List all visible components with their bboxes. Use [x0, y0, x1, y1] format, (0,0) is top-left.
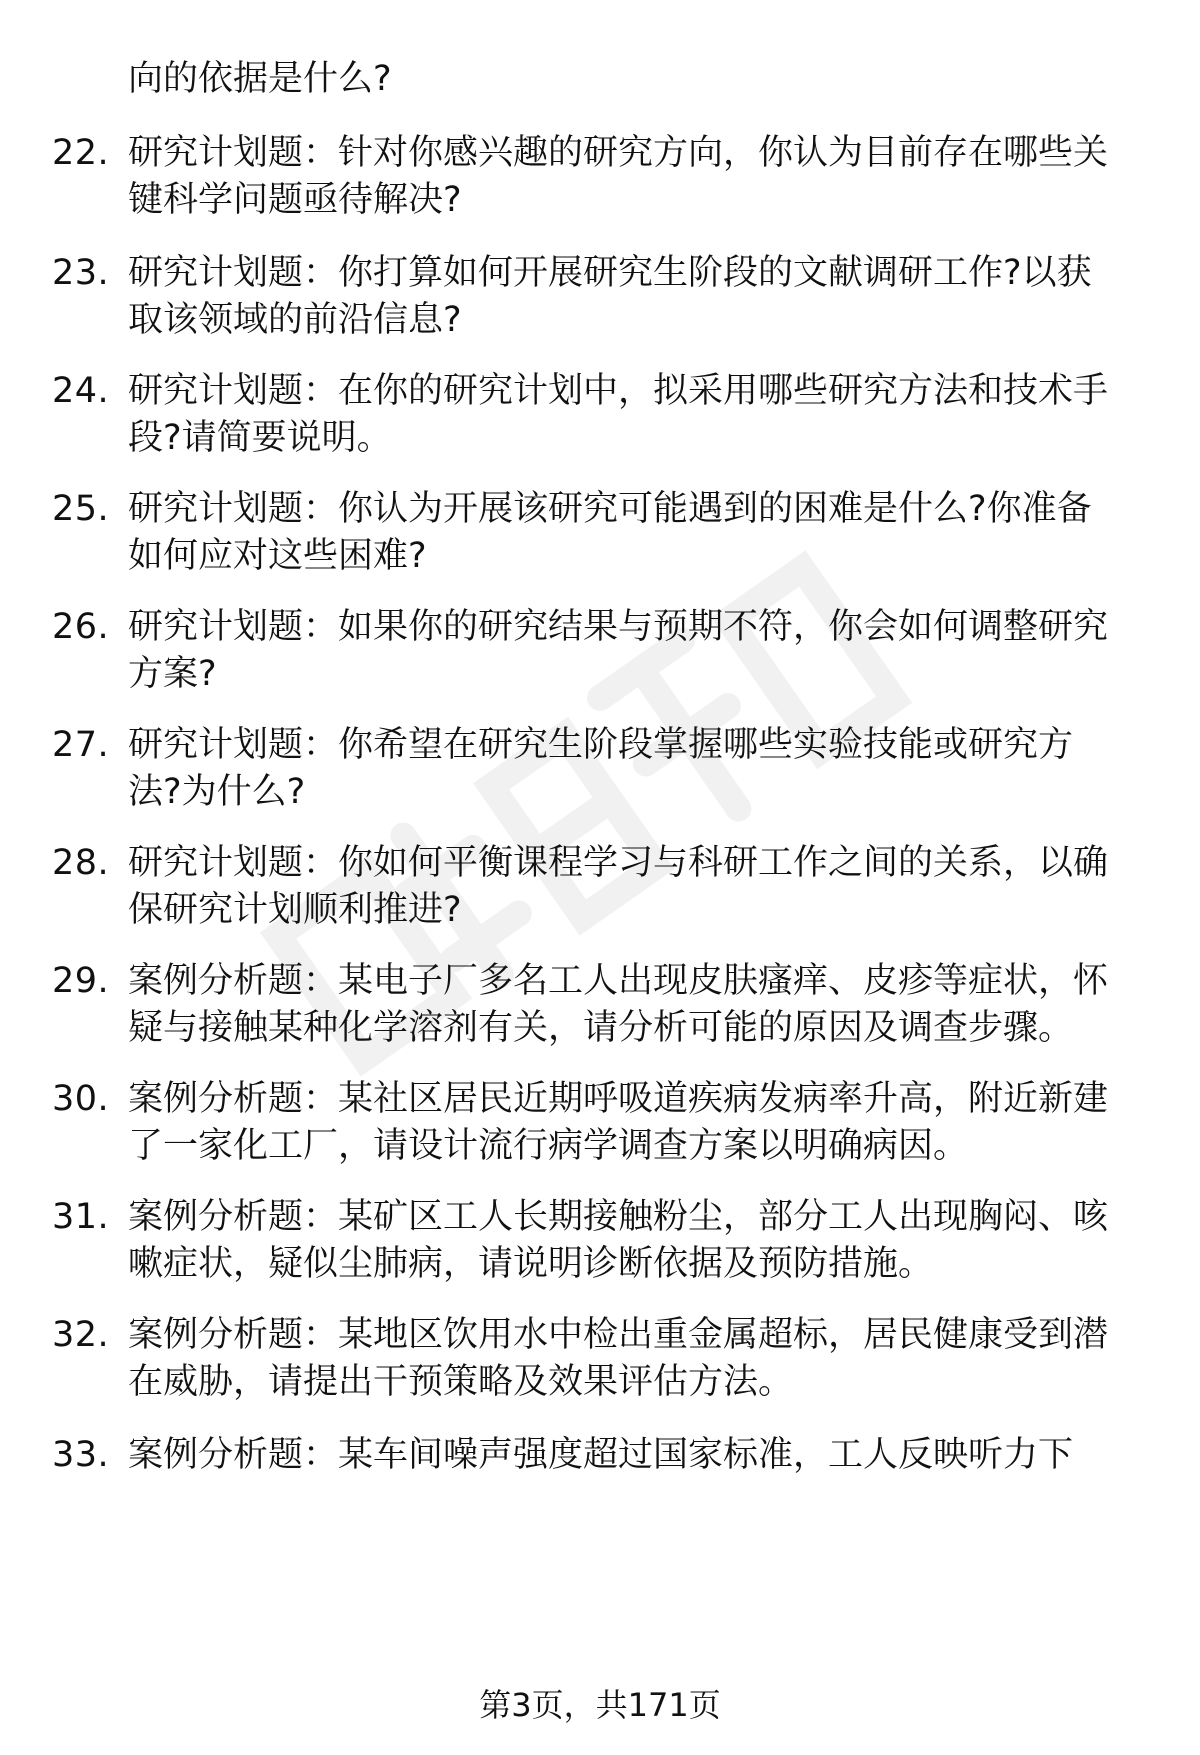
question-number: 22. [52, 133, 110, 173]
question-text: 研究计划题：你希望在研究生阶段掌握哪些实验技能或研究方 法?为什么? [128, 725, 1074, 812]
question-number: 32. [52, 1315, 110, 1355]
question-text: 研究计划题：你打算如何开展研究生阶段的文献调研工作?以获 取该领域的前沿信息? [128, 253, 1092, 340]
question-number: 23. [52, 253, 110, 293]
question-text: 案例分析题：某矿区工人长期接触粉尘，部分工人出现胸闷、咳 嗽症状，疑似尘肺病，请说明诊断依据及预防措施。 [128, 1197, 1109, 1284]
question-text: 研究计划题：你如何平衡课程学习与科研工作之间的关系，以确 保研究计划顺利推进? [128, 843, 1109, 930]
question-text: 案例分析题：某社区居民近期呼吸道疾病发病率升高，附近新建 了一家化工厂，请设计流行病学调查方案以明确病因。 [128, 1079, 1109, 1166]
question-number: 24. [52, 371, 110, 411]
question-text: 案例分析题：某电子厂多名工人出现皮肤瘙痒、皮疹等症状，怀 疑与接触某种化学溶剂有关，请分析可能的原因及调查步骤。 [128, 961, 1109, 1048]
page-footer: 第3页，共171页 [479, 1686, 721, 1724]
question-text: 研究计划题：在你的研究计划中，拟采用哪些研究方法和技术手 段?请简要说明。 [128, 371, 1109, 458]
question-number: 27. [52, 725, 110, 765]
continuation-text: 向的依据是什么? [128, 59, 392, 99]
question-number: 30. [52, 1079, 110, 1119]
question-text: 研究计划题：如果你的研究结果与预期不符，你会如何调整研究 方案? [128, 607, 1109, 694]
question-number: 28. [52, 843, 110, 883]
question-number: 25. [52, 489, 110, 529]
question-number: 26. [52, 607, 110, 647]
question-text: 案例分析题：某车间噪声强度超过国家标准，工人反映听力下 [128, 1435, 1074, 1475]
question-number: 31. [52, 1197, 110, 1237]
question-text: 案例分析题：某地区饮用水中检出重金属超标，居民健康受到潜 在威胁，请提出干预策略及效果评估方法。 [128, 1315, 1109, 1402]
question-text: 研究计划题：针对你感兴趣的研究方向，你认为目前存在哪些关 键科学问题亟待解决? [128, 133, 1109, 220]
question-number: 33. [52, 1435, 110, 1475]
question-number: 29. [52, 961, 110, 1001]
question-text: 研究计划题：你认为开展该研究可能遇到的困难是什么?你准备 如何应对这些困难? [128, 489, 1092, 576]
